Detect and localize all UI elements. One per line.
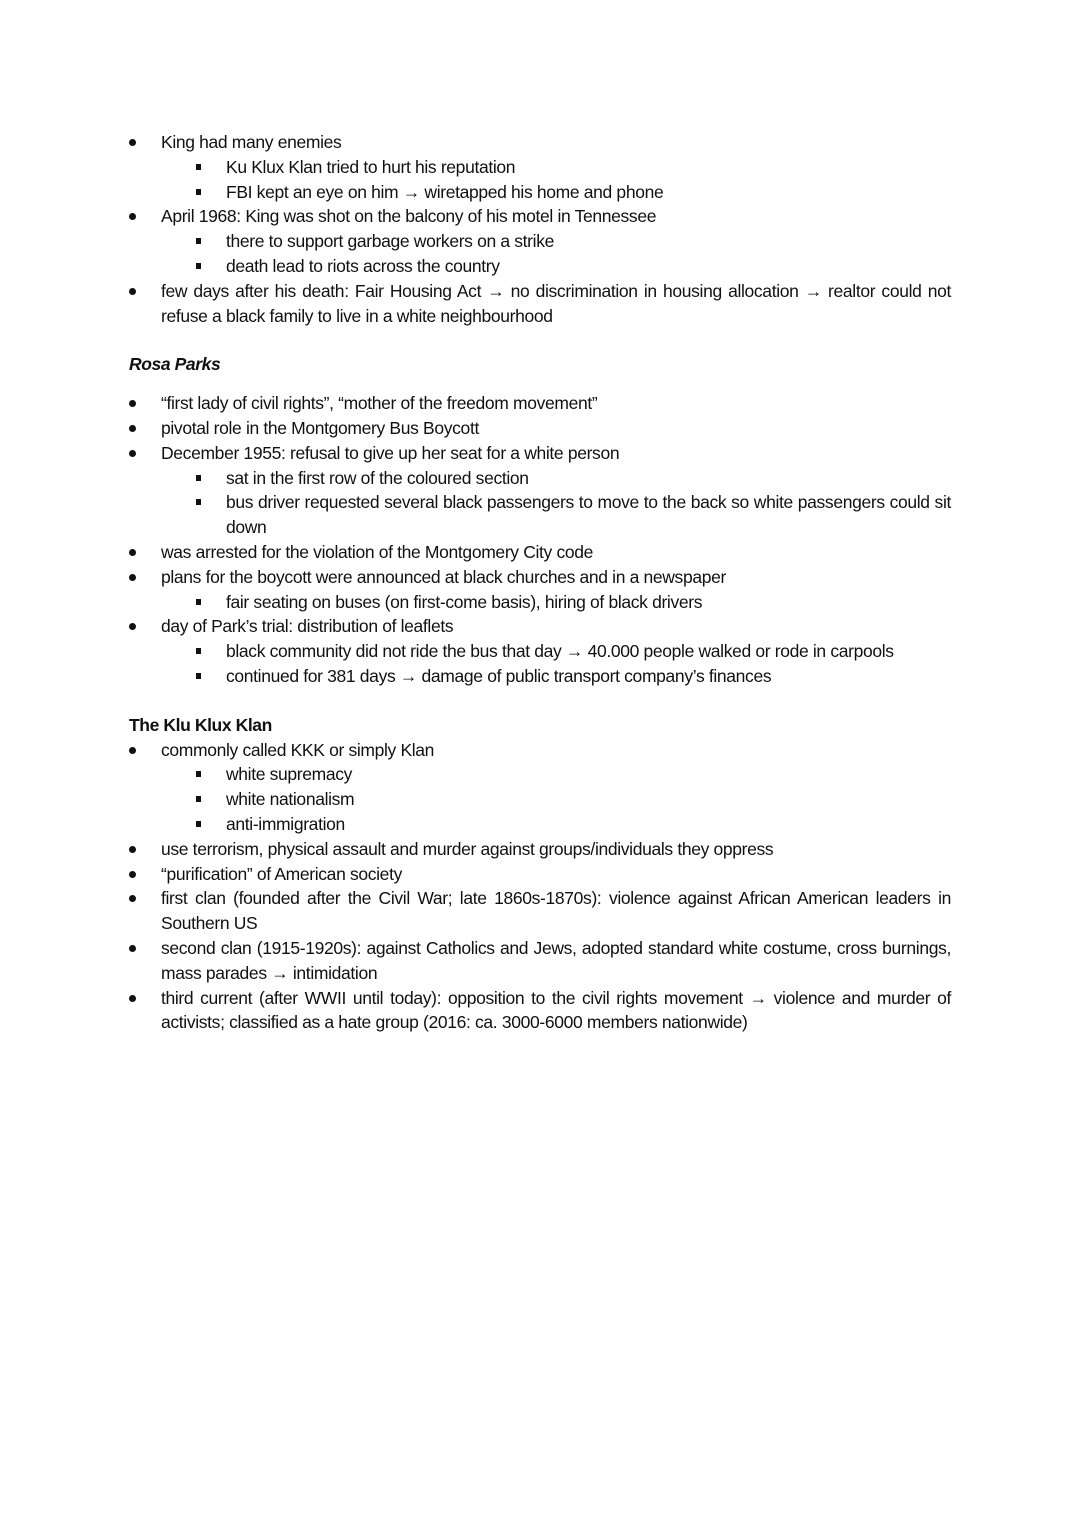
spacer — [129, 328, 951, 352]
list-item-text: December 1955: refusal to give up her seat for a white person — [161, 442, 620, 463]
sub-list-item: Ku Klux Klan tried to hurt his reputation — [129, 155, 951, 180]
list-item — [129, 391, 951, 416]
king-bullet-list — [129, 130, 951, 328]
sub-list-item: white supremacy — [129, 762, 951, 787]
kkk-bullet-list — [129, 738, 951, 1036]
list-item-text: commonly called KKK or simply Klan — [161, 739, 435, 760]
sub-list-item: continued for 381 days → damage of public transport company’s finances — [129, 664, 951, 689]
sub-bullet-list — [161, 229, 951, 279]
list-item — [129, 936, 951, 986]
rosa-parks-bullet-list — [129, 391, 951, 689]
sub-bullet-list — [161, 590, 951, 615]
sub-list-item: bus driver requested several black passengers to move to the back so white passengers could sit down — [129, 490, 951, 540]
list-item — [129, 886, 951, 936]
list-item-text: use terrorism, physical assault and murder against groups/individuals they oppress — [161, 838, 774, 859]
list-item-text: was arrested for the violation of the Montgomery City code — [161, 541, 594, 562]
list-item — [129, 738, 951, 837]
list-item-text: “purification” of American society — [161, 863, 402, 884]
sub-list-item: black community did not ride the bus that day → 40.000 people walked or rode in carpools — [129, 639, 951, 664]
list-item — [129, 614, 951, 688]
list-item-text: plans for the boycott were announced at black churches and in a newspaper — [161, 566, 726, 587]
section-heading-kkk: The Klu Klux Klan — [129, 714, 272, 735]
list-item — [129, 565, 951, 615]
list-item — [129, 204, 951, 278]
sub-list-item: death lead to riots across the country — [129, 254, 951, 279]
list-item-text: King had many enemies — [161, 132, 342, 152]
list-item-text: first clan (founded after the Civil War; late 1860s-1870s): violence against African American leaders in Southern US — [161, 888, 951, 934]
sub-bullet-list — [161, 155, 951, 205]
list-item — [129, 279, 951, 329]
list-item-text: April 1968: King was shot on the balcony of his motel in Tennessee — [161, 206, 657, 227]
list-item — [129, 862, 951, 887]
sub-list-item: sat in the first row of the coloured section — [129, 466, 951, 491]
list-item-text: third current (after WWII until today): opposition to the civil rights movement → violence and murder of activists; classified as a hate group (2016: ca. 3000-6000 members nationwide) — [161, 987, 951, 1033]
list-item-text: few days after his death: Fair Housing Act → no discrimination in housing allocation → realtor could not refuse a black family to live in a white neighbourhood — [161, 280, 951, 326]
spacer — [129, 377, 951, 391]
list-item — [129, 540, 951, 565]
document-content — [129, 130, 951, 1035]
list-item-text: “first lady of civil rights”, “mother of the freedom movement” — [161, 393, 598, 414]
sub-list-item: FBI kept an eye on him → wiretapped his home and phone — [129, 180, 951, 205]
list-item-text: second clan (1915-1920s): against Catholics and Jews, adopted standard white costume, cross burnings, mass parades → intimidation — [161, 937, 951, 983]
sub-list-item: white nationalism — [129, 787, 951, 812]
sub-bullet-list — [161, 466, 951, 540]
sub-list-item: fair seating on buses (on first-come basis), hiring of black drivers — [129, 590, 951, 615]
sub-bullet-list — [161, 639, 951, 689]
sub-list-item: there to support garbage workers on a strike — [129, 229, 951, 254]
list-item — [129, 986, 951, 1036]
sub-list-item: anti-immigration — [129, 812, 951, 837]
list-item — [129, 416, 951, 441]
list-item — [129, 441, 951, 540]
list-item-text: pivotal role in the Montgomery Bus Boycott — [161, 417, 479, 438]
list-item-text: day of Park’s trial: distribution of leaflets — [161, 616, 454, 637]
list-item — [129, 837, 951, 862]
section-heading-rosa-parks: Rosa Parks — [129, 354, 221, 375]
list-item — [129, 130, 951, 204]
spacer — [129, 689, 951, 713]
sub-bullet-list — [161, 762, 951, 836]
